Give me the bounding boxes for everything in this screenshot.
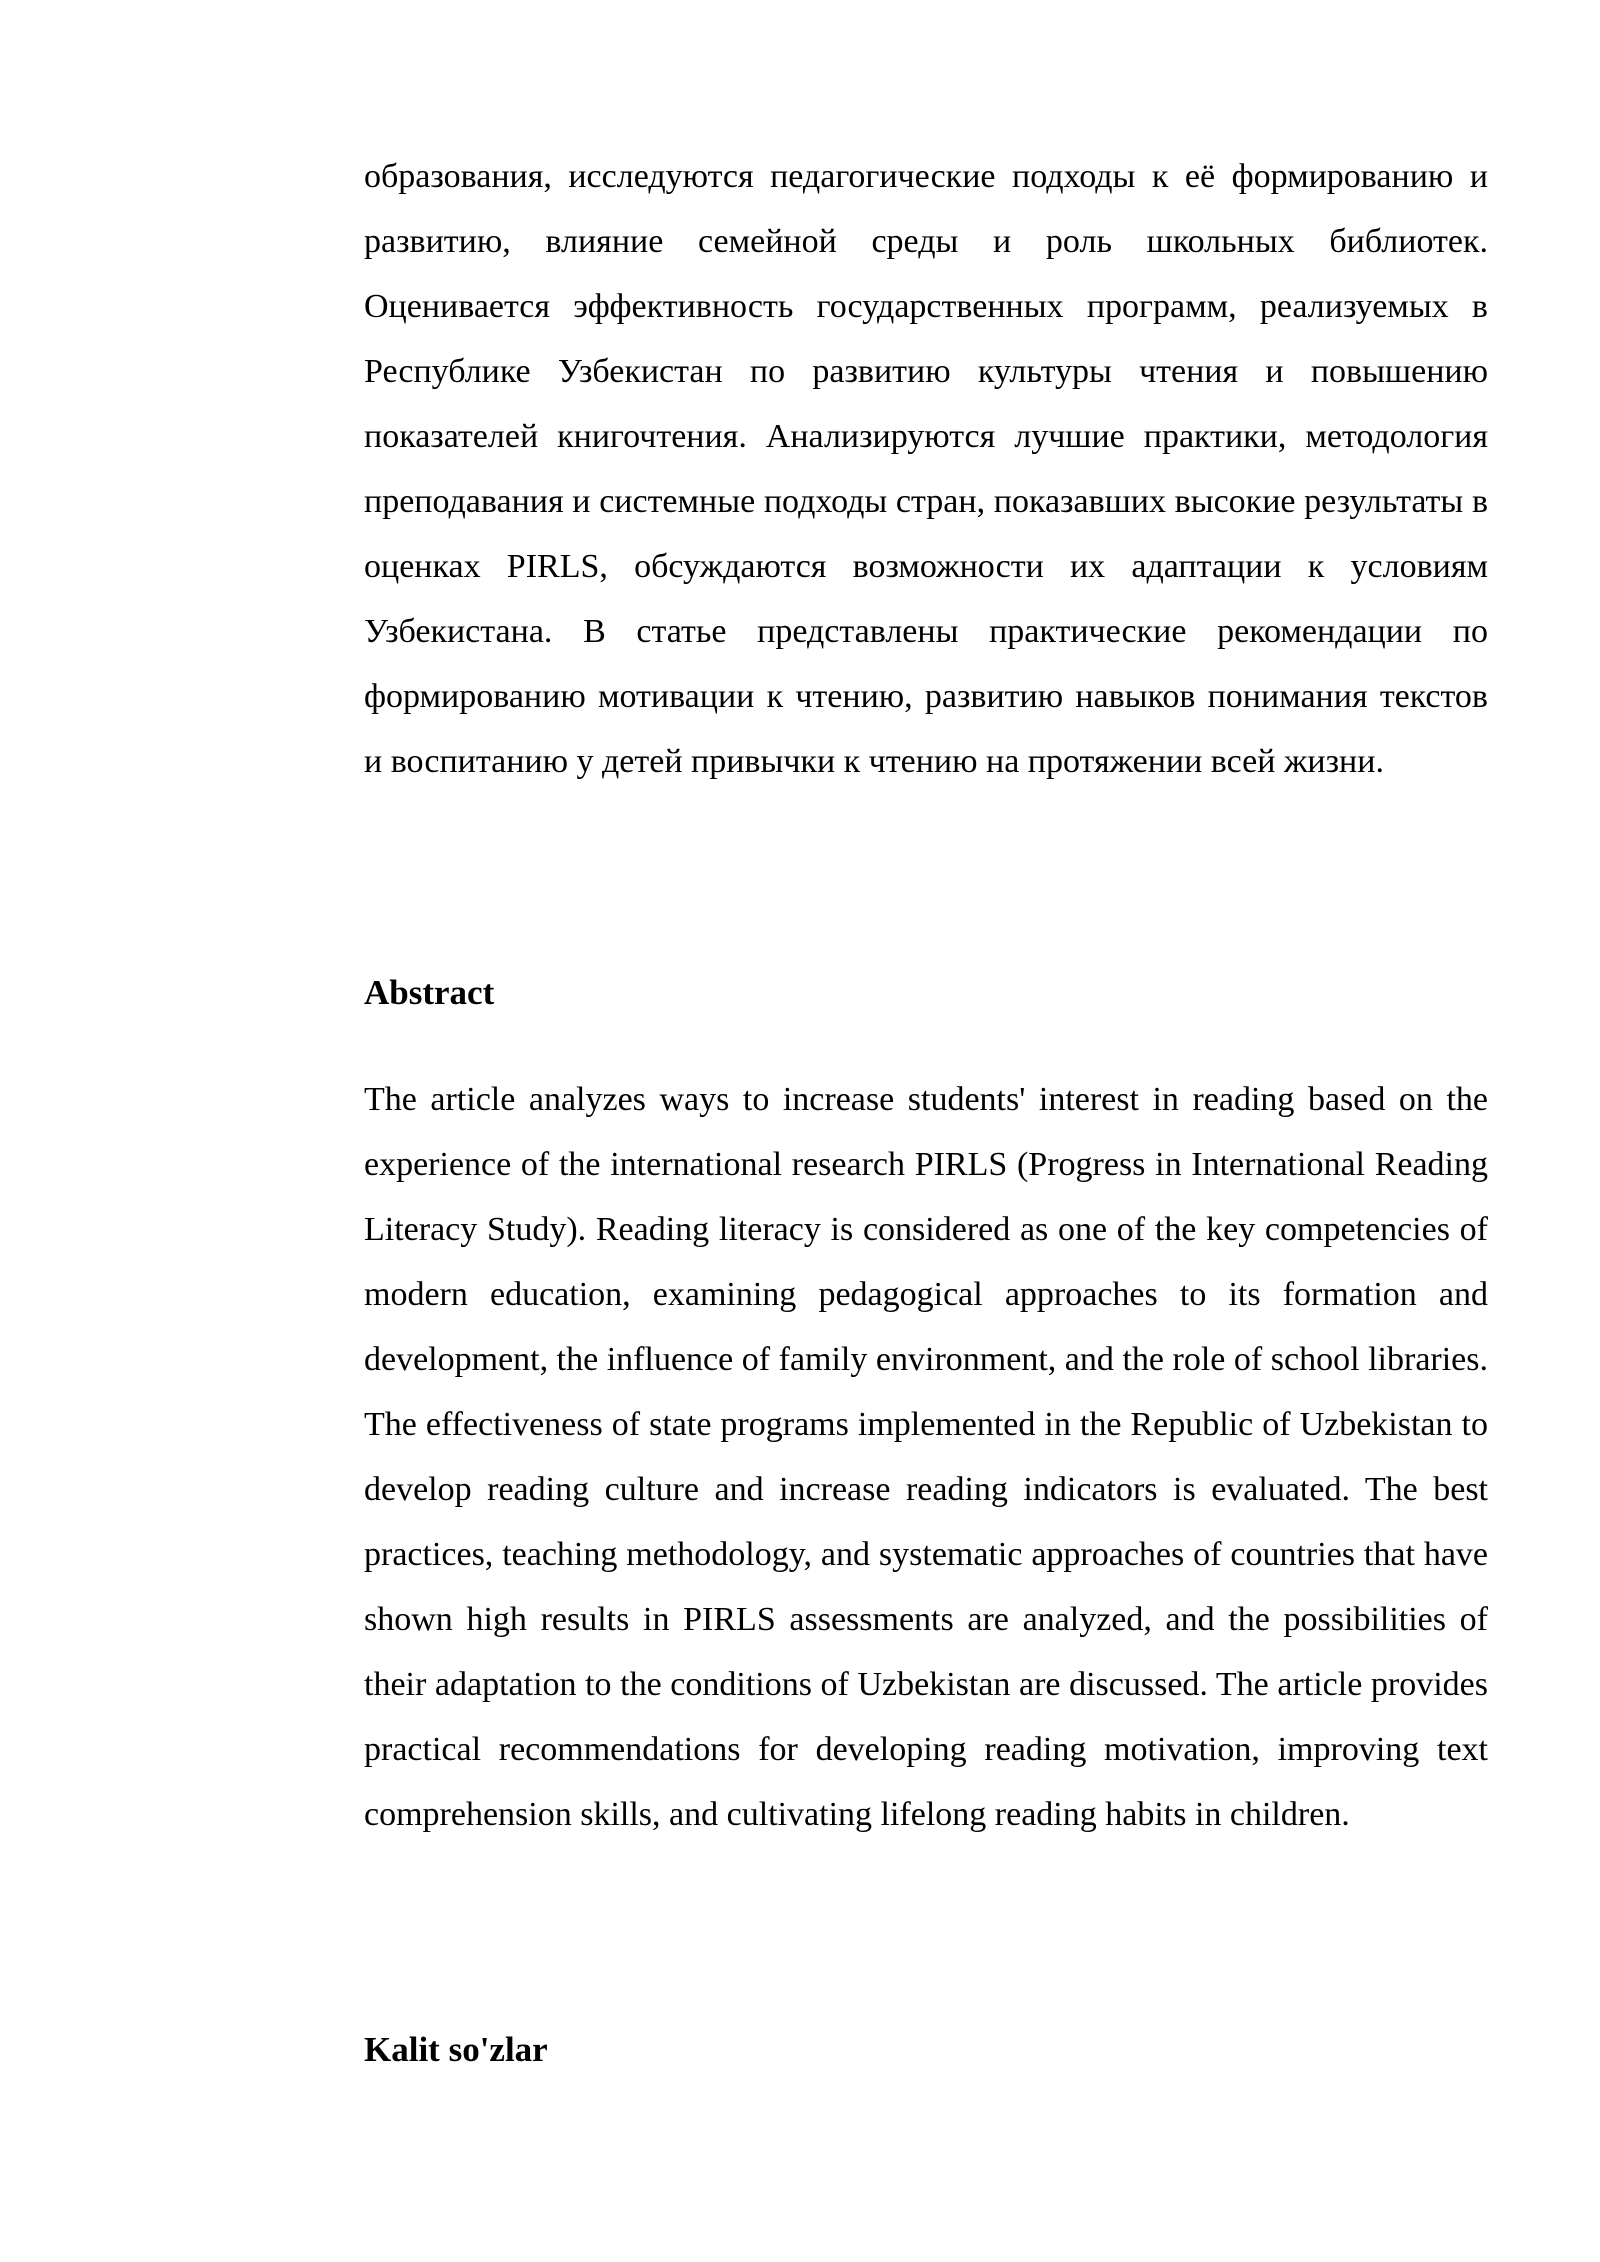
abstract-heading: Abstract [364,973,495,1012]
abstract-paragraph: The article analyzes ways to increase students' interest in reading based on the experience of the international research PIRLS (Progress in International Reading Literacy Study). Reading literacy is considered as one of the key competencies of modern education, examining pedagogical approaches to its formation and development, the influence of family environment, and the role of school libraries. The effectiveness of state programs implemented in the Republic of Uzbekistan to develop reading culture and increase reading indicators is evaluated. The best practices, teaching methodology, and systematic approaches of countries that have shown high results in PIRLS assessments are analyzed, and the possibilities of their adaptation to the conditions of Uzbekistan are discussed. The article provides practical recommendations for developing reading motivation, improving text comprehension skills, and cultivating lifelong reading habits in children. [364,1081,1488,1833]
keywords-heading: Kalit so'zlar [364,2030,548,2069]
document-page [364,0,1488,2262]
russian-annotation-paragraph: образования, исследуются педагогические подходы к её формированию и развитию, влияние семейной среды и роль школьных библиотек. Оценивается эффективность государственных программ, реализуемых в Республике Узбекистан по развитию культуры чтения и повышению показателей книгочтения. Анализируются лучшие практики, методология преподавания и системные подходы стран, показавших высокие результаты в оценках PIRLS, обсуждаются возможности их адаптации к условиям Узбекистана. В статье представлены практические рекомендации по формированию мотивации к чтению, развитию навыков понимания текстов и воспитанию у детей привычки к чтению на протяжении всей жизни. [364,158,1488,780]
